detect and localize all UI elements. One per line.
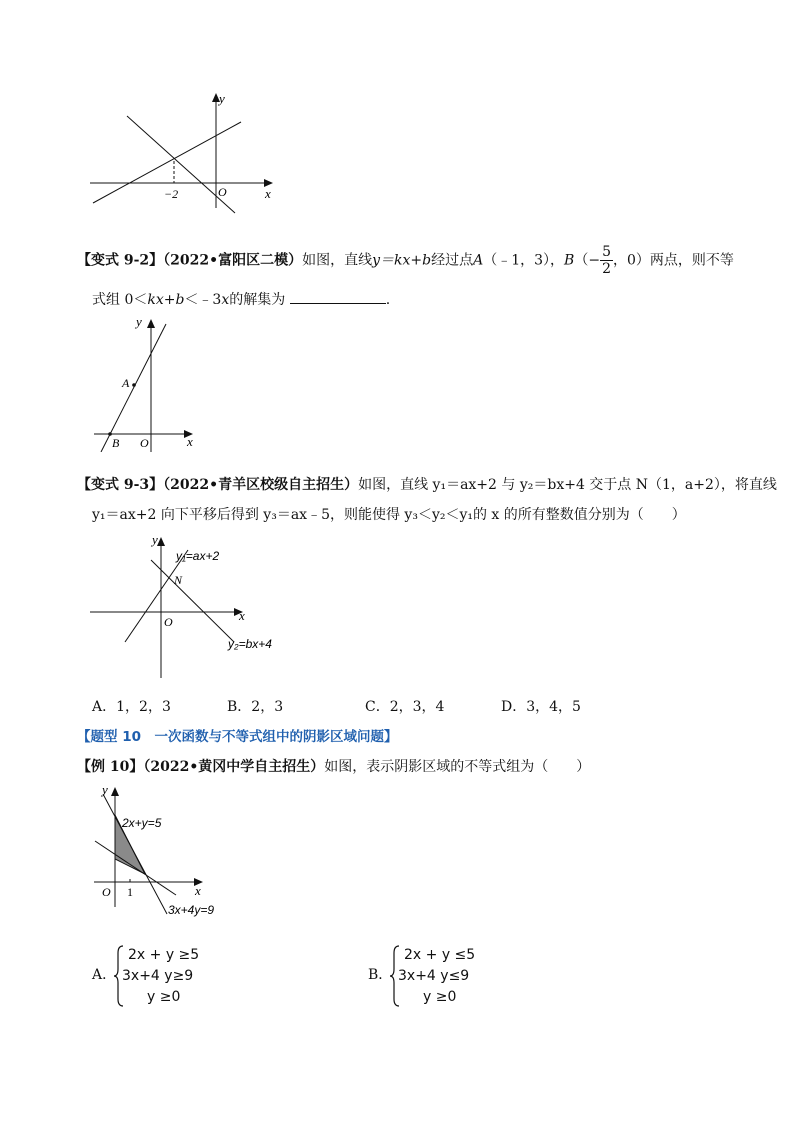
- v9-3-option-b[interactable]: [227, 697, 283, 717]
- v9-2-expr-line: y＝kx+b: [372, 252, 432, 269]
- point-b-label: B: [112, 436, 120, 450]
- ineq-row-3: y ≥0: [147, 989, 181, 1005]
- option-letter: D．: [501, 699, 527, 715]
- ex10-tag: 【例 10】: [77, 759, 144, 775]
- x-axis-label: x: [239, 608, 245, 623]
- y-axis-arrow-icon: [111, 787, 119, 796]
- ex10-option-b[interactable]: [368, 945, 518, 1009]
- option-text: 3，4，5: [526, 699, 581, 715]
- fraction-denominator: 2: [602, 261, 611, 277]
- tick-label-neg2: −2: [164, 187, 179, 201]
- ineq-row-1: 2x + y ≥5: [128, 947, 200, 963]
- v9-2-source: （2022•富阳区二模）: [163, 252, 303, 269]
- point-a-label: A: [122, 376, 130, 390]
- v9-2-fraction: [600, 244, 613, 277]
- y-axis-label: y: [219, 91, 225, 106]
- option-letter: B．: [227, 699, 252, 715]
- v9-3-source: （2022•青羊区校级自主招生）: [163, 477, 359, 493]
- v9-3-text-line2: y₁＝ax+2 向下平移后得到 y₃＝ax﹣5，则能使得 y₃＜y₂＜y₁的 x 的所有整数值分别为（ ）: [92, 507, 686, 523]
- x-axis-label: x: [195, 883, 201, 898]
- v9-2-coord-b-close: ，0）两点，则不等: [612, 252, 734, 269]
- v9-2-coord-b-open: （−: [574, 252, 601, 269]
- v9-3-option-c[interactable]: [365, 697, 444, 717]
- v9-2-question-line2: [92, 289, 390, 310]
- y-axis-label: y: [136, 314, 142, 329]
- figure-two-lines-intersection: [85, 88, 285, 218]
- ex10-text: 如图，表示阴影区域的不等式组为（ ）: [324, 759, 591, 775]
- ex10-question: [77, 757, 590, 777]
- figure-v9-2-line-graph: [88, 312, 208, 452]
- v9-2-coord-a: （﹣1，3），: [483, 252, 565, 269]
- v9-2-ineq-mid: ＜﹣3: [184, 292, 222, 308]
- y-axis-label: y: [152, 532, 158, 547]
- option-text: 2，3，4: [389, 699, 445, 715]
- option-letter: A．: [92, 699, 117, 715]
- origin-label: O: [218, 185, 227, 199]
- option-text: 1，2，3: [116, 699, 171, 715]
- v9-2-ineq-pre: 式组 0＜: [92, 292, 148, 308]
- y-axis-arrow-icon: [157, 537, 165, 546]
- ineq-row-2: 3x+4 y≤9: [398, 968, 470, 984]
- point-a-dot: [132, 383, 136, 387]
- ineq-row-1: 2x + y ≤5: [404, 947, 476, 963]
- figure-v9-3-two-lines: [88, 530, 288, 680]
- v9-2-ineq-post: 的解集为: [229, 292, 286, 308]
- line-y1: [125, 550, 188, 642]
- origin-label: O: [164, 615, 173, 629]
- figure-ex10-shaded-region: [88, 782, 238, 922]
- ex10-option-a[interactable]: [92, 945, 242, 1009]
- line-y1-label: y₁=ax+2: [176, 549, 220, 563]
- option-letter: A．: [92, 967, 117, 983]
- v9-3-question-line1: [77, 475, 777, 495]
- v9-2-point-a: A: [473, 252, 484, 269]
- v9-3-question-line2: [92, 505, 686, 525]
- y-axis-arrow-icon: [147, 319, 155, 328]
- ineq-row-3: y ≥0: [423, 989, 457, 1005]
- line-2-label: 3x+4y=9: [168, 903, 215, 917]
- line-y2: [151, 560, 234, 642]
- answer-blank[interactable]: [290, 289, 386, 304]
- section-10-title: 【题型 10 一次函数与不等式组中的阴影区域问题】: [77, 729, 398, 745]
- v9-2-ineq-expr: kx+b: [147, 292, 185, 308]
- v9-3-option-d[interactable]: [501, 697, 581, 717]
- option-letter: B．: [368, 967, 393, 983]
- x-axis-label: x: [187, 434, 193, 449]
- ex10-source: （2022•黄冈中学自主招生）: [143, 759, 325, 775]
- ineq-row-2: 3x+4 y≥9: [122, 968, 194, 984]
- point-n-label: N: [174, 573, 183, 587]
- y-axis-label: y: [102, 782, 108, 797]
- v9-2-ineq-x: x: [221, 292, 230, 308]
- option-letter: C．: [365, 699, 390, 715]
- line-2x-plus-y-eq-5: [103, 794, 167, 914]
- v9-2-period: .: [385, 292, 391, 308]
- origin-label: O: [102, 885, 111, 899]
- v9-2-question-line1: [77, 244, 734, 277]
- v9-2-point-b: B: [564, 252, 575, 269]
- v9-2-tag: 【变式 9-2】: [77, 252, 164, 269]
- fraction-numerator: 5: [602, 244, 611, 260]
- origin-label: O: [140, 436, 149, 450]
- option-text: 2，3: [251, 699, 284, 715]
- v9-2-text-b: 经过点: [431, 252, 474, 269]
- x-axis-label: x: [265, 186, 271, 201]
- line-1-label: 2x+y=5: [122, 816, 162, 830]
- tick-label-1: 1: [127, 885, 133, 899]
- v9-3-text-line1: 如图，直线 y₁＝ax+2 与 y₂＝bx+4 交于点 N（1，a+2），将直线: [358, 477, 777, 493]
- v9-3-option-a[interactable]: [92, 697, 171, 717]
- v9-3-tag: 【变式 9-3】: [77, 477, 164, 493]
- line-y2-label: y₂=bx+4: [228, 637, 272, 651]
- v9-2-text-a: 如图，直线: [302, 252, 373, 269]
